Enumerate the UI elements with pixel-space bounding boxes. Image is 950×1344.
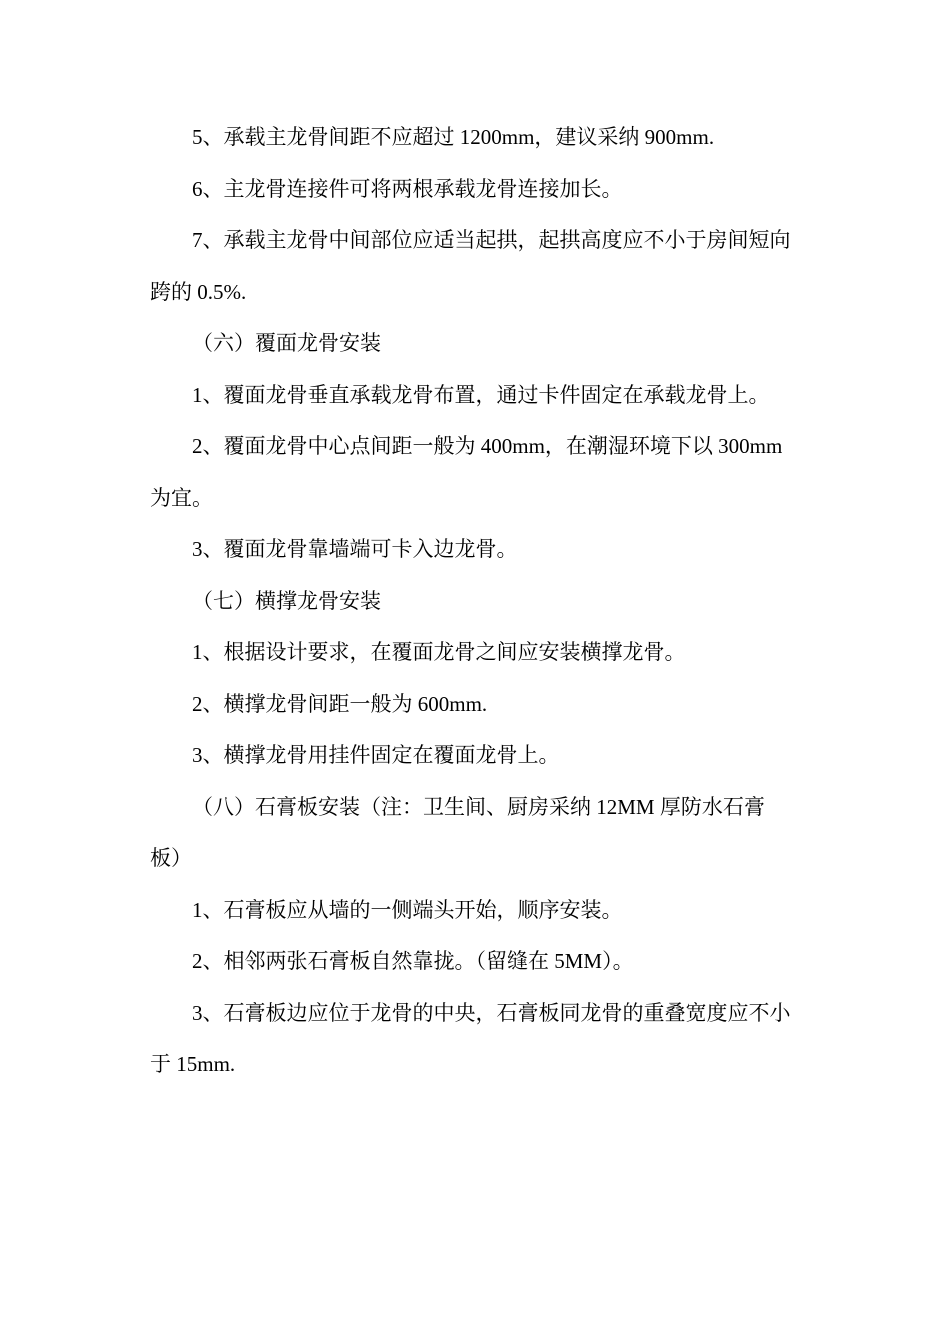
paragraph-item-6-1: 1、覆面龙骨垂直承载龙骨布置，通过卡件固定在承载龙骨上。 <box>192 382 770 407</box>
paragraph-item-7-1: 1、根据设计要求，在覆面龙骨之间应安装横撑龙骨。 <box>192 640 686 664</box>
paragraph-item-8-2: 2、相邻两张石膏板自然靠拢。（留缝在 5MM）。 <box>192 949 634 973</box>
section-heading-8: （八）石膏板安装（注：卫生间、厨房采纳 12MM 厚防水石膏板） <box>150 794 765 870</box>
paragraph-item-7-3: 3、横撑龙骨用挂件固定在覆面龙骨上。 <box>192 743 560 767</box>
paragraph-item-6-2: 2、覆面龙骨中心点间距一般为 400mm，在潮湿环境下以 300mm 为宜。 <box>150 434 783 510</box>
document-body <box>150 112 795 1091</box>
paragraph-item-6-3: 3、覆面龙骨靠墙端可卡入边龙骨。 <box>192 537 518 561</box>
paragraph-item-5: 5、承载主龙骨间距不应超过 1200mm，建议采纳 900mm. <box>192 125 715 149</box>
paragraph-item-7: 7、承载主龙骨中间部位应适当起拱，起拱高度应不小于房间短向跨的 0.5%. <box>150 228 791 304</box>
section-heading-7: （七）横撑龙骨安装 <box>192 588 381 613</box>
paragraph-item-8-3: 3、石膏板边应位于龙骨的中央，石膏板同龙骨的重叠宽度应不小于 15mm. <box>150 1000 791 1076</box>
paragraph-item-8-1: 1、石膏板应从墙的一侧端头开始，顺序安装。 <box>192 897 623 922</box>
section-heading-6: （六）覆面龙骨安装 <box>192 331 381 355</box>
paragraph-item-7-2: 2、横撑龙骨间距一般为 600mm. <box>192 691 488 716</box>
paragraph-item-6: 6、主龙骨连接件可将两根承载龙骨连接加长。 <box>192 176 623 201</box>
